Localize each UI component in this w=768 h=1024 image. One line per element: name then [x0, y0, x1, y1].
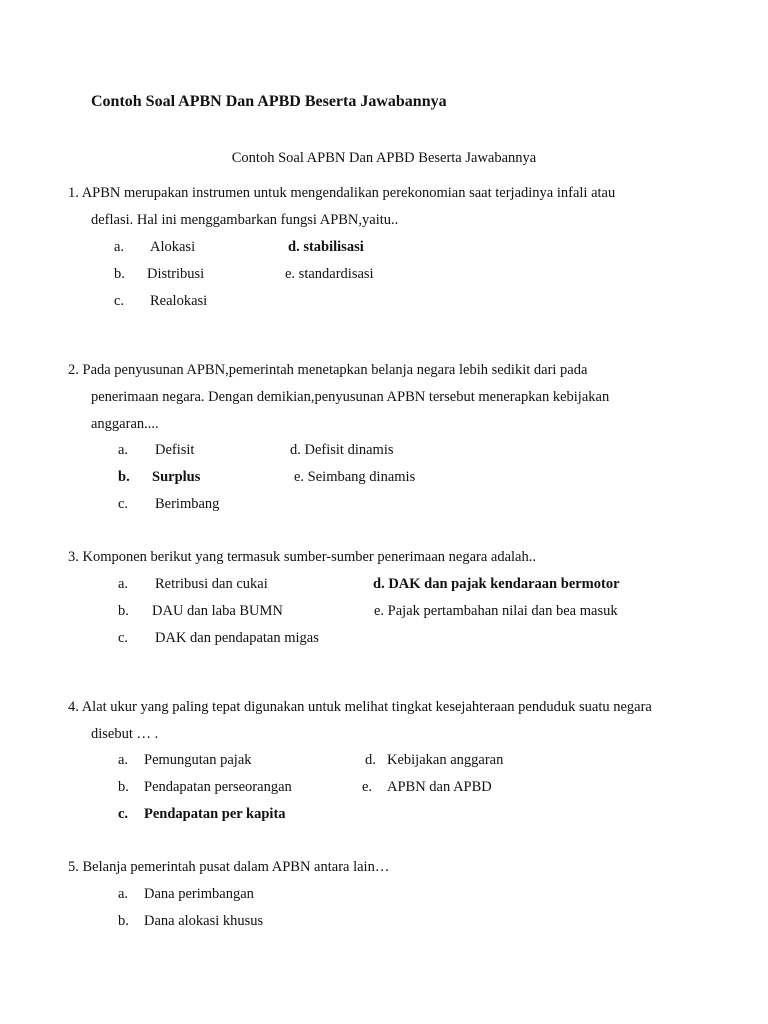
option-text: e. standardisasi: [285, 266, 374, 282]
option-text: Berimbang: [155, 496, 220, 512]
document-subtitle: Contoh Soal APBN Dan APBD Beserta Jawabannya: [231, 150, 537, 166]
option-letter: c.: [118, 496, 129, 512]
question-text-line: 4. Alat ukur yang paling tepat digunakan untuk melihat tingkat kesejahteraan penduduk suatu negara: [68, 699, 652, 715]
option-text: DAU dan laba BUMN: [152, 603, 283, 619]
option-text: Defisit: [155, 442, 195, 458]
option-text: DAK dan pendapatan migas: [155, 630, 319, 646]
option-text: APBN dan APBD: [387, 779, 492, 795]
option-letter: b.: [118, 469, 130, 485]
option-text: Alokasi: [150, 239, 196, 255]
option-text: Retribusi dan cukai: [155, 576, 268, 592]
option-letter: c.: [118, 630, 129, 646]
option-text: d. Defisit dinamis: [290, 442, 394, 458]
option-letter: b.: [118, 913, 129, 929]
question-text-line: 1. APBN merupakan instrumen untuk mengendalikan perekonomian saat terjadinya infali atau: [68, 185, 616, 201]
option-text: Dana alokasi khusus: [144, 913, 264, 929]
option-text: Kebijakan anggaran: [387, 752, 504, 768]
option-letter: e.: [362, 779, 373, 795]
option-text: Pemungutan pajak: [144, 752, 252, 768]
option-text: Distribusi: [147, 266, 205, 282]
option-text-correct: d. DAK dan pajak kendaraan bermotor: [373, 576, 620, 592]
option-text: e. Seimbang dinamis: [294, 469, 416, 485]
option-text-correct: d. stabilisasi: [288, 239, 364, 255]
option-letter: b.: [114, 266, 125, 282]
question-text-line: disebut … .: [91, 726, 159, 742]
option-text-correct: Surplus: [152, 469, 201, 485]
option-letter: a.: [118, 752, 129, 768]
document-heading: Contoh Soal APBN Dan APBD Beserta Jawabannya: [91, 93, 447, 110]
option-text: e. Pajak pertambahan nilai dan bea masuk: [374, 603, 618, 619]
option-letter: b.: [118, 603, 129, 619]
option-letter: a.: [118, 576, 129, 592]
question-text-line: 5. Belanja pemerintah pusat dalam APBN antara lain…: [68, 859, 390, 875]
option-text-correct: Pendapatan per kapita: [144, 806, 286, 822]
option-text: Pendapatan perseorangan: [144, 779, 292, 795]
question-text-line: anggaran....: [91, 416, 159, 432]
question-text-line: 2. Pada penyusunan APBN,pemerintah menetapkan belanja negara lebih sedikit dari pada: [68, 362, 588, 378]
question-text-line: 3. Komponen berikut yang termasuk sumber-sumber penerimaan negara adalah..: [68, 549, 536, 565]
option-letter: a.: [114, 239, 125, 255]
option-letter: a.: [118, 886, 129, 902]
option-letter: c.: [114, 293, 125, 309]
option-letter: a.: [118, 442, 129, 458]
question-text-line: deflasi. Hal ini menggambarkan fungsi APBN,yaitu..: [91, 212, 399, 228]
question-text-line: penerimaan negara. Dengan demikian,penyusunan APBN tersebut menerapkan kebijakan: [91, 389, 610, 405]
option-text: Dana perimbangan: [144, 886, 254, 902]
option-letter: b.: [118, 779, 129, 795]
option-text: Realokasi: [150, 293, 208, 309]
option-letter: c.: [118, 806, 129, 822]
option-letter: d.: [365, 752, 376, 768]
